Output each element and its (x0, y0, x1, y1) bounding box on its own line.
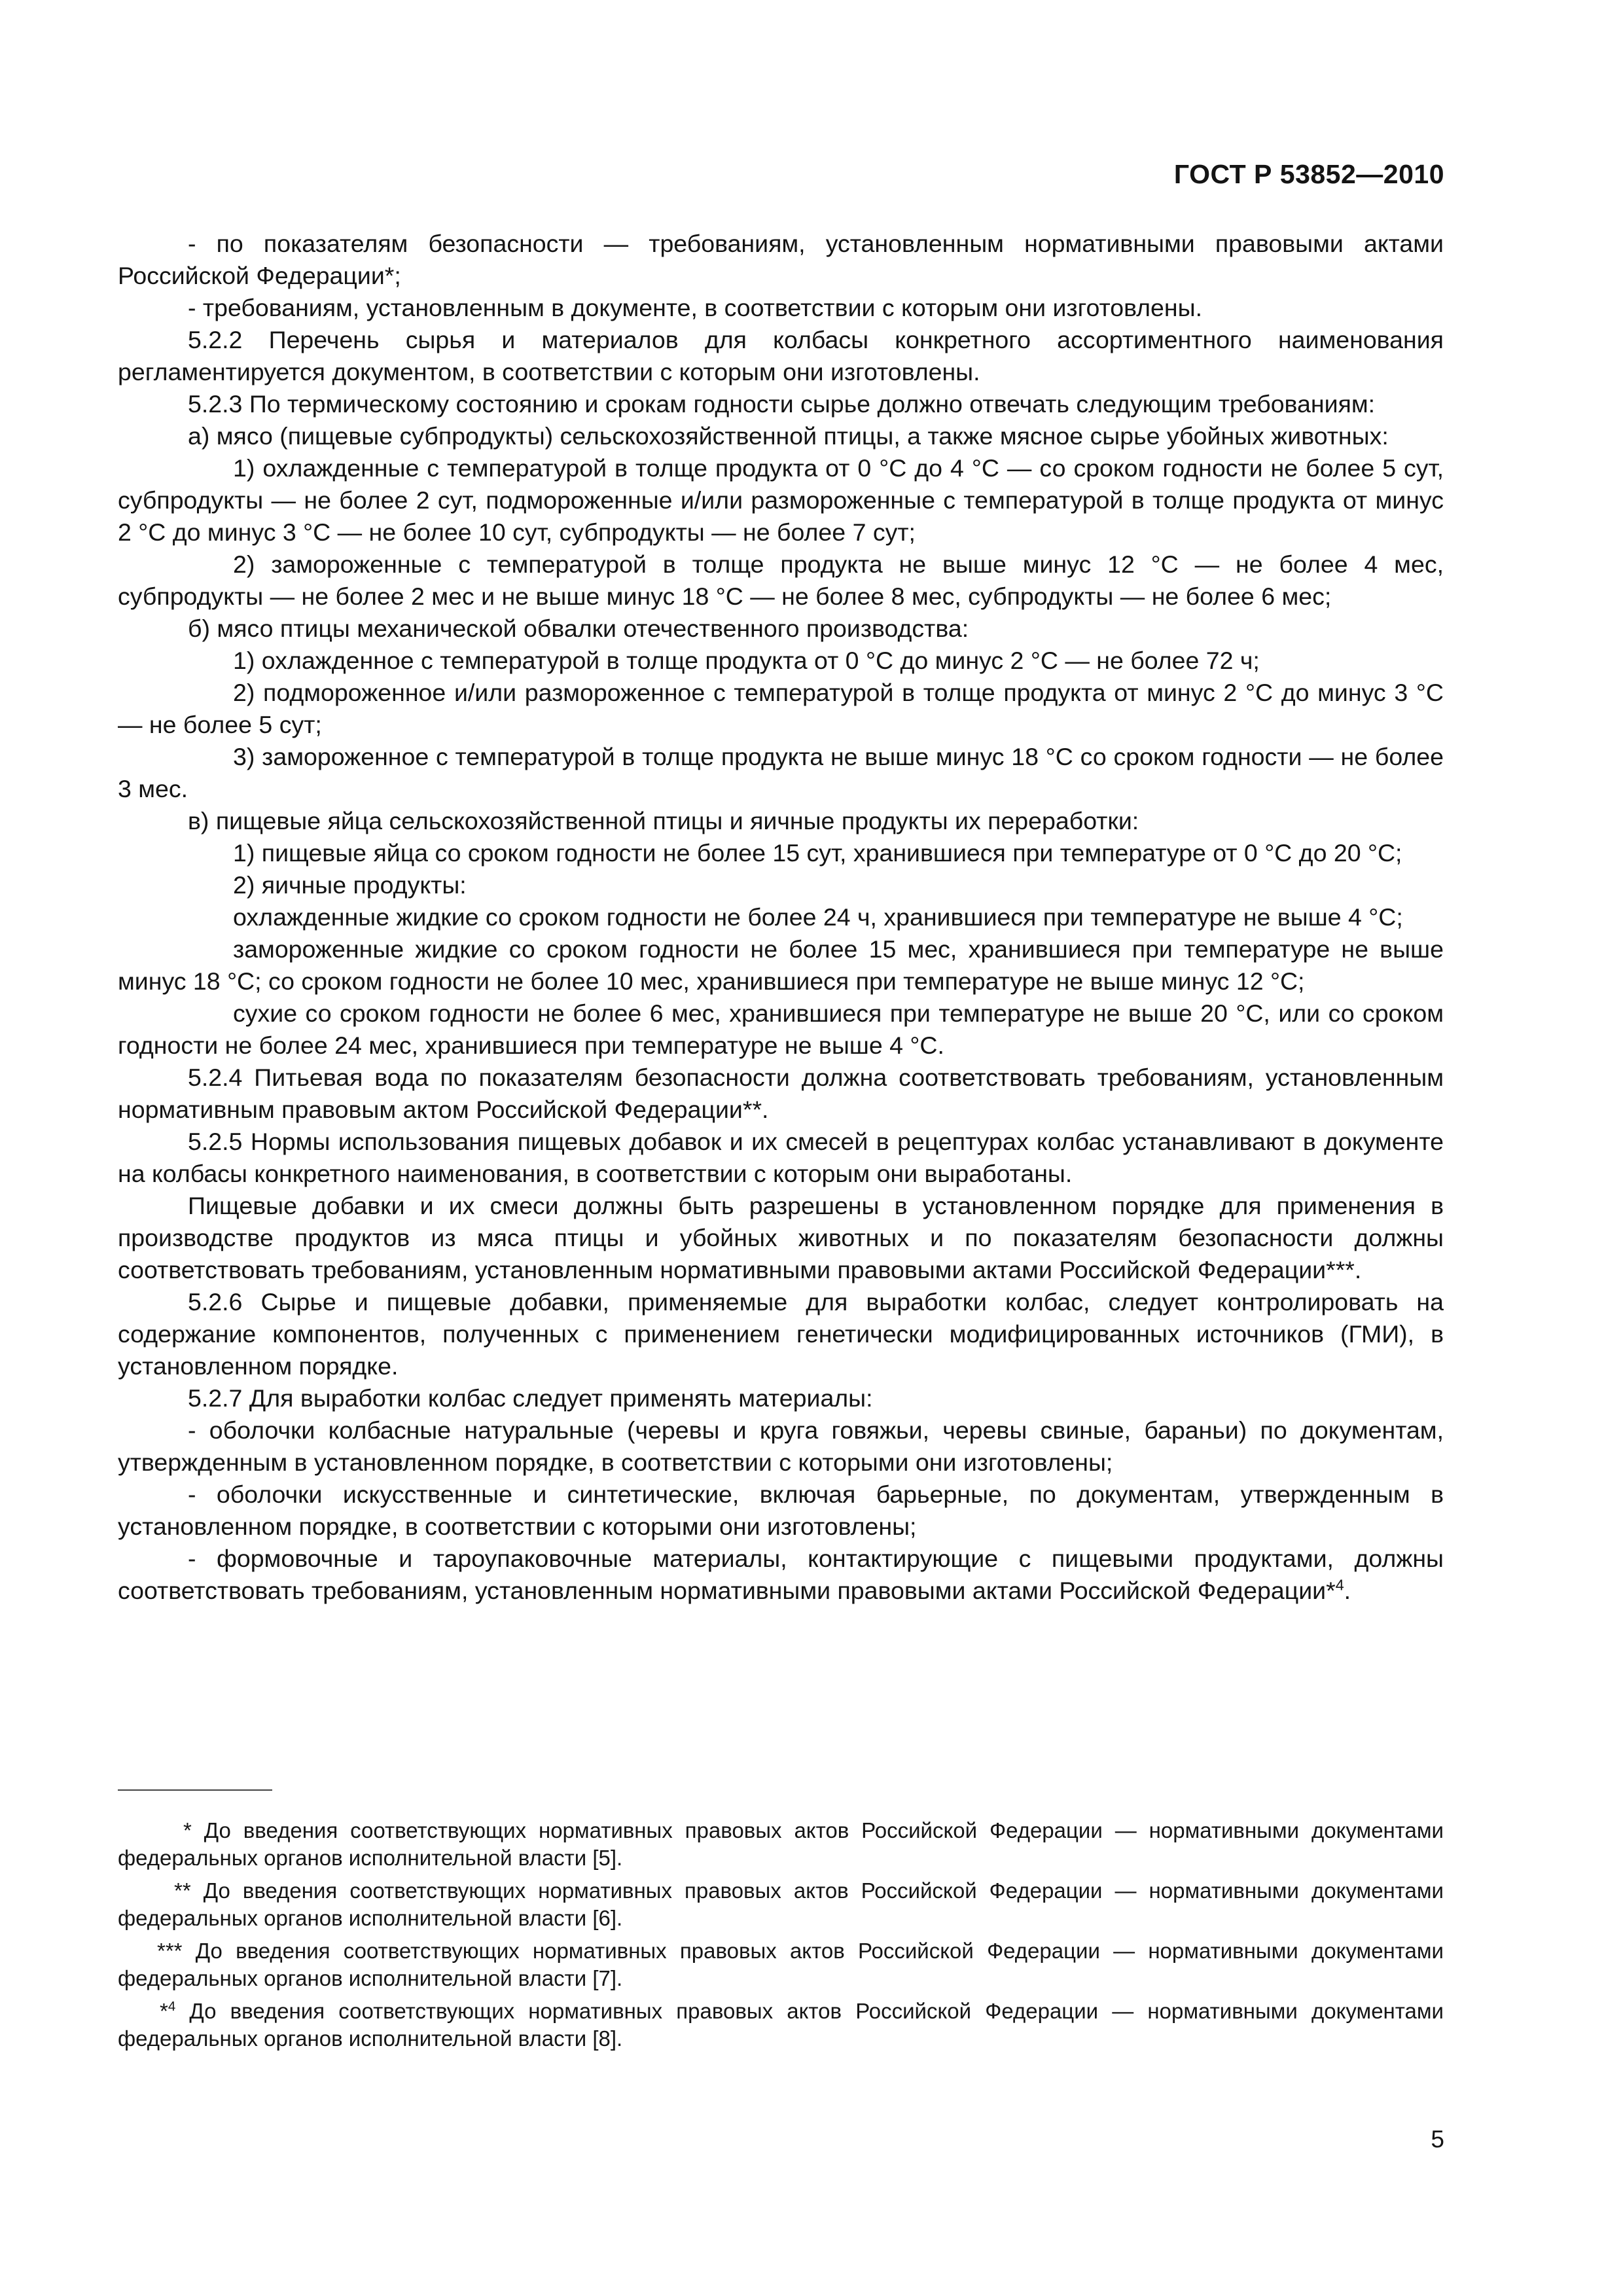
paragraph-text: - формовочные и тароупаковочные материалы, контактирующие с пищевыми продуктами, должны соответствовать требованиям, установленным нормативными правовыми актами Российской Федерации* (118, 1545, 1444, 1604)
body-text (118, 228, 1444, 1607)
footnote (118, 1817, 1444, 1872)
list-subitem: 1) охлажденные с температурой в толще продукта от 0 °С до 4 °С — со сроком годности не более 5 сут, субпродукты — не более 2 сут, подмороженные и/или размороженные с температурой в толще продукта от минус 2 °С до минус 3 °С — не более 10 сут, субпродукты — не более 7 сут; (118, 454, 1444, 546)
clause-5-2-6: 5.2.6 Сырье и пищевые добавки, применяемые для выработки колбас, следует контролировать на содержание компонентов, полученных с применением генетически модифицированных источников (ГМИ), в установленном порядке. (118, 1288, 1444, 1380)
footnote-marker-sup: 4 (168, 1999, 176, 2014)
footnote-marker: * (183, 1818, 192, 1842)
list-detail: охлажденные жидкие со сроком годности не более 24 ч, хранившиеся при температуре не выше 4 °С; (233, 903, 1403, 931)
list-dash-item: - оболочки колбасные натуральные (черевы и круга говяжьи, черевы свиные, бараньи) по документам, утвержденным в установленном порядке, в соответствии с которыми они изготовлены; (118, 1416, 1444, 1476)
footnote-ref: 4 (1335, 1576, 1344, 1594)
paragraph: - требованиям, установленным в документе, в соответствии с которым они изготовлены. (188, 294, 1202, 321)
list-subitem: 3) замороженное с температурой в толще продукта не выше минус 18 °С со сроком годности — не более 3 мес. (118, 743, 1444, 802)
list-detail: сухие со сроком годности не более 6 мес, хранившиеся при температуре не выше 20 °С, или со сроком годности не более 24 мес, хранившиеся при температуре не выше 4 °С. (118, 999, 1444, 1059)
footnote (118, 1877, 1444, 1932)
paragraph-tail: . (1344, 1577, 1351, 1604)
footnote-marker: *** (157, 1939, 183, 1963)
standard-code-header: ГОСТ Р 53852—2010 (1173, 159, 1444, 189)
list-subitem: 1) охлажденное с температурой в толще продукта от 0 °С до минус 2 °С — не более 72 ч; (233, 647, 1260, 674)
paragraph: Пищевые добавки и их смеси должны быть разрешены в установленном порядке для применения в производстве продуктов из мяса птицы и убойных животных и по показателям безопасности должны соответствовать требованиям, установленным нормативными правовыми актами Российской Федерации***. (118, 1192, 1444, 1283)
list-subitem: 1) пищевые яйца со сроком годности не более 15 сут, хранившиеся при температуре от 0 °С до 20 °С; (233, 839, 1402, 867)
list-detail: замороженные жидкие со сроком годности не более 15 мес, хранившиеся при температуре не выше минус 18 °С; со сроком годности не более 10 мес, хранившиеся при температуре не выше минус 12 °С; (118, 935, 1444, 995)
footnote-text: До введения соответствующих нормативных правовых актов Российской Федерации — нормативными документами федеральных органов исполнительной власти [5]. (118, 1818, 1444, 1870)
list-item-v: в) пищевые яйца сельскохозяйственной птицы и яичные продукты их переработки: (188, 807, 1139, 834)
list-subitem: 2) подмороженное и/или размороженное с температурой в толще продукта от минус 2 °С до минус 3 °С — не более 5 сут; (118, 679, 1444, 738)
footnote-marker: * (160, 1999, 168, 2023)
footnote-text: До введения соответствующих нормативных правовых актов Российской Федерации — нормативными документами федеральных органов исполнительной власти [6]. (118, 1878, 1444, 1930)
footnote-text: До введения соответствующих нормативных правовых актов Российской Федерации — нормативными документами федеральных органов исполнительной власти [7]. (118, 1939, 1444, 1990)
list-item-b: б) мясо птицы механической обвалки отечественного производства: (188, 615, 969, 642)
list-item-a: а) мясо (пищевые субпродукты) сельскохозяйственной птицы, а также мясное сырье убойных животных: (188, 422, 1389, 450)
list-dash-item (118, 1543, 1444, 1607)
footnotes (118, 1817, 1444, 2058)
footnote-marker: ** (174, 1878, 191, 1903)
list-dash-item: - оболочки искусственные и синтетические, включая барьерные, по документам, утвержденным в установленном порядке, в соответствии с которыми они изготовлены; (118, 1480, 1444, 1540)
list-subitem: 2) яичные продукты: (233, 871, 467, 899)
page-number: 5 (1431, 2126, 1444, 2153)
clause-5-2-4: 5.2.4 Питьевая вода по показателям безопасности должна соответствовать требованиям, установленным нормативным правовым актом Российской Федерации**. (118, 1064, 1444, 1123)
footnote (118, 1937, 1444, 1992)
clause-5-2-2: 5.2.2 Перечень сырья и материалов для колбасы конкретного ассортиментного наименования регламентируется документом, в соответствии с которым они изготовлены. (118, 326, 1444, 386)
clause-5-2-3: 5.2.3 По термическому состоянию и срокам годности сырье должно отвечать следующим требованиям: (188, 390, 1376, 418)
clause-5-2-7: 5.2.7 Для выработки колбас следует применять материалы: (188, 1384, 873, 1412)
footnote-divider (118, 1789, 272, 1791)
footnote-text: До введения соответствующих нормативных правовых актов Российской Федерации — нормативными документами федеральных органов исполнительной власти [8]. (118, 1999, 1444, 2051)
footnote (118, 1998, 1444, 2053)
list-subitem: 2) замороженные с температурой в толще продукта не выше минус 12 °С — не более 4 мес, субпродукты — не более 2 мес и не выше минус 18 °С — не более 8 мес, субпродукты — не более 6 мес; (118, 550, 1444, 610)
clause-5-2-5: 5.2.5 Нормы использования пищевых добавок и их смесей в рецептурах колбас устанавливают в документе на колбасы конкретного наименования, в соответствии с которым они выработаны. (118, 1128, 1444, 1187)
paragraph: - по показателям безопасности — требованиям, установленным нормативными правовыми актами Российской Федерации*; (118, 230, 1444, 289)
